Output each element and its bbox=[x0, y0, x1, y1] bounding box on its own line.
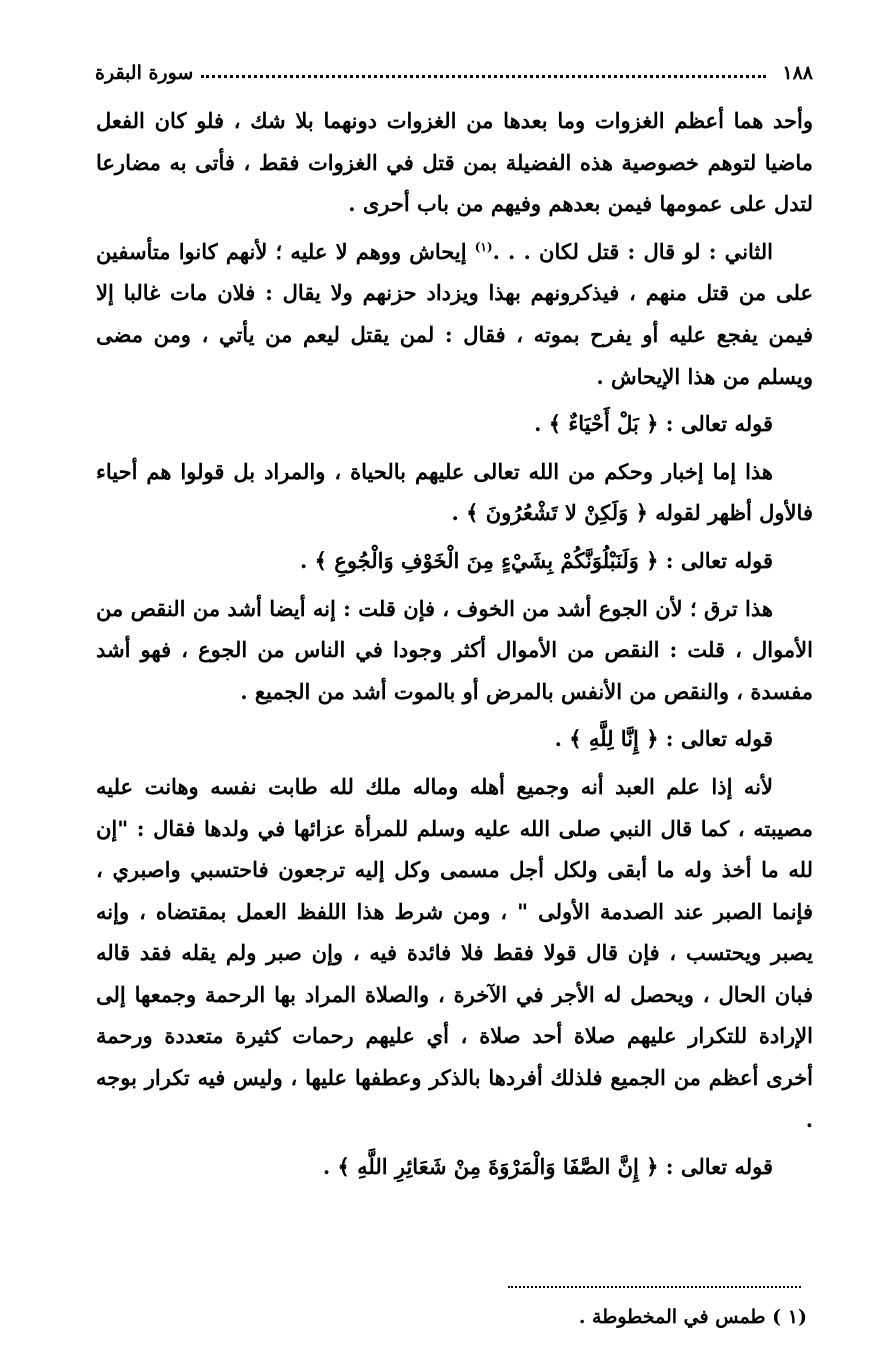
page-number: ١٨٨ bbox=[782, 62, 813, 84]
paragraph-text: الثاني : لو قال : قتل لكان . . . bbox=[492, 238, 774, 264]
paragraph: هذا ترق ؛ لأن الجوع أشد من الخوف ، فإن قلت : إنه أيضا أشد من النقص من الأموال ، قلت : النقص من الأموال أكثر وجودا في الناس من الجوع ، فهو أشد مفسدة ، والنقص من الأنفس بالمرض أو بالموت أشد من الجميع . bbox=[96, 595, 813, 704]
page-body bbox=[96, 100, 813, 1188]
footnote-separator bbox=[508, 1286, 801, 1288]
paragraph: هذا إما إخبار وحكم من الله تعالى عليهم بالحياة ، والمراد بل قولوا هم أحياء فالأول أظهر لقوله ﴿ وَلَكِنْ لا تَشْعُرُونَ ﴾ . bbox=[96, 458, 813, 526]
paragraph: وأحد هما أعظم الغزوات وما بعدها من الغزوات دونهما بلا شك ، فلو كان الفعل ماضيا لتوهم خصوصية هذه الفضيلة بمن قتل في الغزوات فقط ، فأتى به مضارعا لتدل على عمومها فيمن بعدهم وفيهم من باب أحرى . bbox=[96, 108, 813, 217]
surah-title: سورة البقرة bbox=[95, 62, 194, 84]
paragraph-text: إيحاش ووهم لا عليه ؛ لأنهم كانوا متأسفين على من قتل منهم ، فيذكرونهم بهذا ويزداد حزنهم ولا يقال : فلان مات غالبا إلا فيمن يفجع عليه أو يفرح بموته ، فقال : لمن يقتل ليعم من يأتي ، ومن مضى ويسلم من هذا الإيحاش . bbox=[96, 238, 813, 389]
paragraph: لأنه إذا علم العبد أنه وجميع أهله وماله ملك لله طابت نفسه وهانت عليه مصيبته ، كما قال النبي صلى الله عليه وسلم للمرأة عزائها في ولدها فقال : "إن لله ما أخذ وله ما أبقى ولكل أجل مسمى وكل إليه ترجعون فاحتسبي واصبري ، فإنما الصبر عند الصدمة الأولى " ، ومن شرط هذا اللفظ العمل بمقتضاه ، وإنه يصبر ويحتسب ، فإن قال قولا فقط فلا فائدة فيه ، وإن صبر ولم يقله فقد قاله فبان الحال ، ويحصل له الأجر في الآخرة ، والصلاة المراد بها الرحمة وجمعها إلى الإرادة للتكرار عليهم صلاة أحد صلاة ، أي عليهم رحمات كثيرة متعددة ورحمة أخرى أعظم من الجميع فلذلك أفردها بالذكر وعطفها عليها ، وليس فيه تكرار بوجه . bbox=[96, 773, 813, 1132]
verse-heading: قوله تعالى : ﴿ وَلَنَبْلُوَنَّكُمْ بِشَيْءٍ مِنَ الْخَوْفِ وَالْجُوعِ ﴾ . bbox=[300, 547, 773, 573]
footnote: (١ ) طمس في المخطوطة . bbox=[578, 1306, 807, 1328]
verse-heading: قوله تعالى : ﴿ إِنَّا لِلَّهِ ﴾ . bbox=[554, 726, 773, 752]
header-dotted-rule bbox=[201, 75, 766, 78]
verse-heading: قوله تعالى : ﴿ إِنَّ الصَّفَا وَالْمَرْوَةَ مِنْ شَعَائِرِ اللَّهِ ﴾ . bbox=[322, 1154, 773, 1180]
footnote-marker: (١) bbox=[474, 239, 493, 254]
paragraph bbox=[96, 231, 813, 397]
page-header bbox=[95, 56, 813, 90]
verse-heading: قوله تعالى : ﴿ بَلْ أَحْيَاءٌ ﴾ . bbox=[534, 411, 773, 437]
